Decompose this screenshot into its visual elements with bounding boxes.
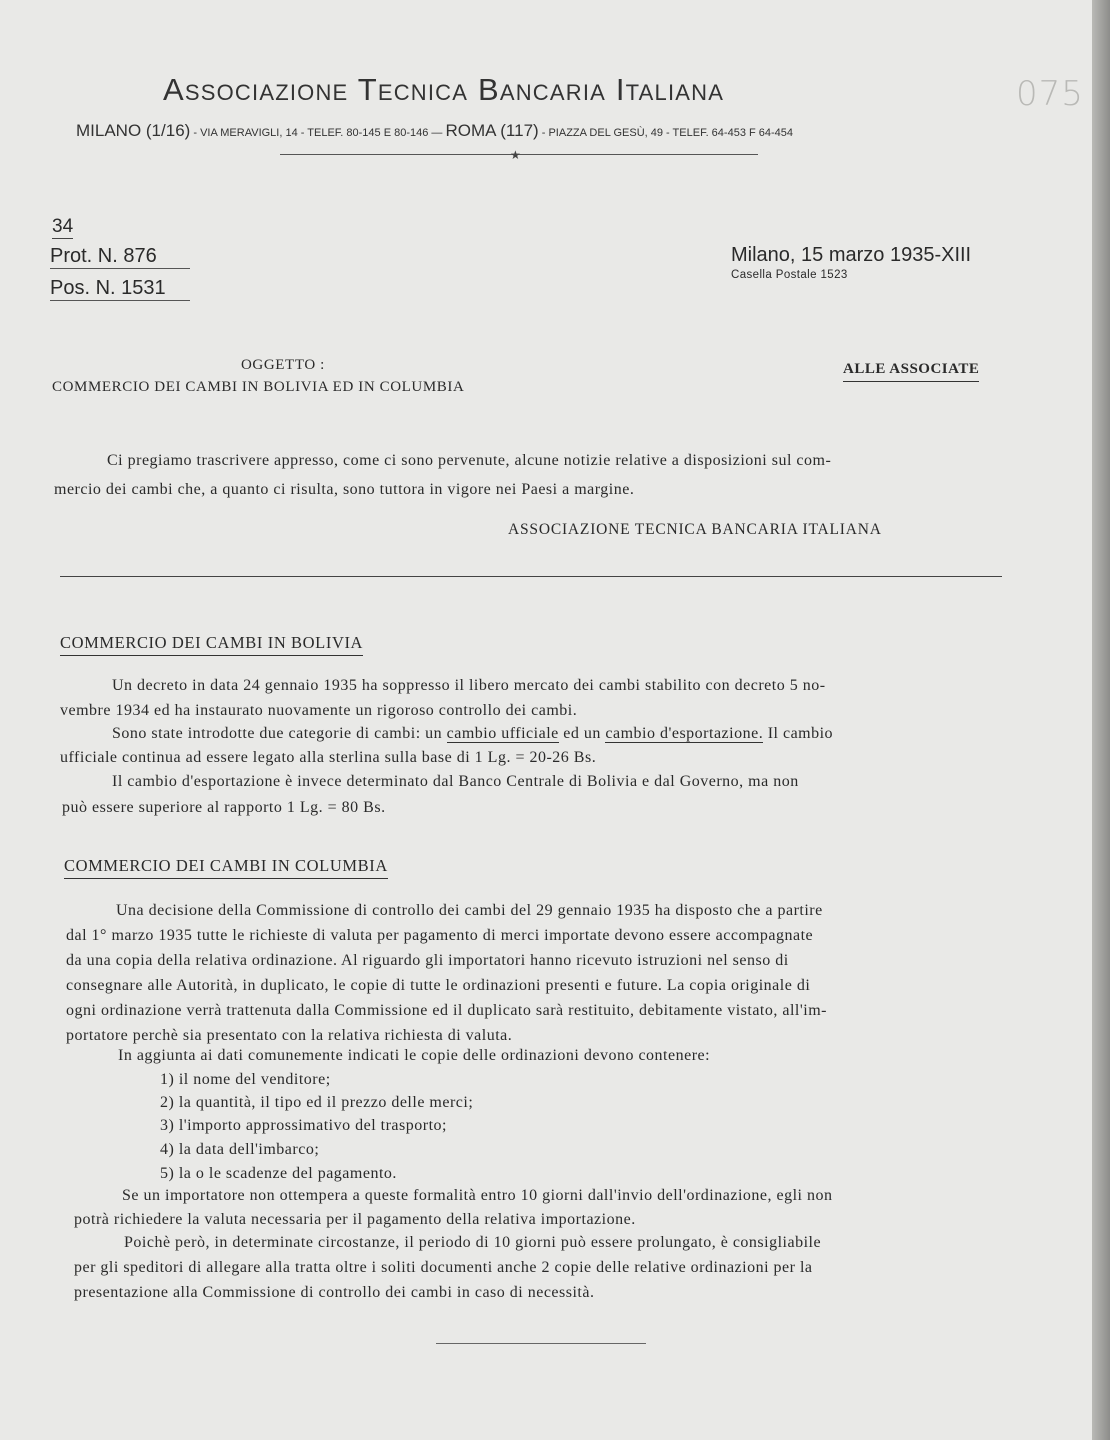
protocol-number: Prot. N. 876 [50, 245, 190, 269]
bolivia-line: vembre 1934 ed ha instaurato nuovamente un rigoroso controllo dei cambi. [60, 702, 578, 719]
recipients: ALLE ASSOCIATE [843, 361, 979, 382]
bolivia-text: ed un [558, 725, 606, 742]
signature: ASSOCIAZIONE TECNICA BANCARIA ITALIANA [508, 521, 882, 538]
organization-title: Associazione Tecnica Bancaria Italiana [163, 72, 725, 107]
columbia-line: dal 1° marzo 1935 tutte le richieste di valuta per pagamento di merci importate devono essere accompagnate [66, 927, 814, 944]
export-rate-term: cambio d'esportazione. [605, 725, 764, 742]
position-number: Pos. N. 1531 [50, 277, 190, 301]
list-item: 4) la data dell'imbarco; [160, 1141, 320, 1158]
page-binding-edge [1092, 0, 1110, 1440]
reference-number: 34 [52, 216, 74, 237]
bolivia-text: Il cambio [763, 725, 834, 742]
roma-office: ROMA (117) [445, 121, 539, 140]
columbia-line: ogni ordinazione verrà trattenuta dalla Commissione ed il duplicato sarà restituito, debitamente vistato, all'im- [66, 1002, 827, 1019]
list-item: 3) l'importo approssimativo del trasporto; [160, 1117, 447, 1134]
letter-date: Milano, 15 marzo 1935-XIII [731, 244, 972, 266]
postal-box: Casella Postale 1523 [731, 269, 848, 281]
roma-address: - PIAZZA DEL GESÙ, 49 - TELEF. 64-453 F 64-454 [538, 127, 794, 139]
intro-line: mercio dei cambi che, a quanto ci risulta, sono tuttora in vigore nei Paesi a margine. [54, 481, 635, 498]
columbia-line: consegnare alle Autorità, in duplicato, le copie di tutte le ordinazioni presenti e future. La copia originale di [66, 977, 811, 994]
list-item: 5) la o le scadenze del pagamento. [160, 1165, 397, 1182]
list-item: 1) il nome del venditore; [160, 1071, 331, 1088]
columbia-line: presentazione alla Commissione di controllo dei cambi in caso di necessità. [74, 1284, 595, 1301]
star-ornament-icon: ★ [510, 148, 521, 162]
letterhead-address [76, 121, 976, 141]
milano-office: MILANO (1/16) [76, 121, 191, 140]
closing-rule [436, 1343, 646, 1344]
list-item: 2) la quantità, il tipo ed il prezzo delle merci; [160, 1094, 474, 1111]
columbia-heading: COMMERCIO DEI CAMBI IN COLUMBIA [64, 856, 388, 879]
bolivia-line: può essere superiore al rapporto 1 Lg. = 80 Bs. [62, 799, 386, 816]
section-divider [60, 576, 1002, 577]
archive-stamp-number: 075 [1016, 74, 1084, 114]
bolivia-heading: COMMERCIO DEI CAMBI IN BOLIVIA [60, 633, 363, 656]
bolivia-line: Il cambio d'esportazione è invece determinato dal Banco Centrale di Bolivia e dal Governo, ma non [112, 773, 799, 790]
columbia-line: Poichè però, in determinate circostanze, il periodo di 10 giorni può essere prolungato, è consigliabile [124, 1234, 822, 1251]
bolivia-line: Un decreto in data 24 gennaio 1935 ha soppresso il libero mercato dei cambi stabilito con decreto 5 no- [112, 677, 826, 694]
columbia-line: potrà richiedere la valuta necessaria per il pagamento della relativa importazione. [74, 1211, 636, 1228]
columbia-line: per gli speditori di allegare alla tratta oltre i soliti documenti anche 2 copie delle relative ordinazioni per la [74, 1259, 813, 1276]
milano-address: - VIA MERAVIGLI, 14 - TELEF. 80-145 E 80-146 — [190, 127, 446, 139]
columbia-line: portatore perchè sia presentato con la relativa richiesta di valuta. [66, 1027, 513, 1044]
columbia-line: da una copia della relativa ordinazione. Al riguardo gli importatori hanno ricevuto istruzioni nel senso di [66, 952, 789, 969]
columbia-line: Se un importatore non ottempera a queste formalità entro 10 giorni dall'invio dell'ordinazione, egli non [122, 1187, 833, 1204]
intro-line: Ci pregiamo trascrivere appresso, come ci sono pervenute, alcune notizie relative a disposizioni sul com- [107, 452, 832, 469]
bolivia-text: Sono state introdotte due categorie di cambi: un [112, 725, 447, 742]
subject-text: COMMERCIO DEI CAMBI IN BOLIVIA ED IN COLUMBIA [52, 379, 465, 395]
columbia-line: Una decisione della Commissione di controllo dei cambi del 29 gennaio 1935 ha disposto che a partire [116, 902, 823, 919]
bolivia-line [112, 725, 833, 743]
official-rate-term: cambio ufficiale [446, 725, 559, 742]
subject-label: OGGETTO : [241, 357, 325, 373]
list-intro: In aggiunta ai dati comunemente indicati le copie delle ordinazioni devono contenere: [118, 1047, 711, 1064]
bolivia-line: ufficiale continua ad essere legato alla sterlina sulla base di 1 Lg. = 20-26 Bs. [60, 749, 597, 766]
